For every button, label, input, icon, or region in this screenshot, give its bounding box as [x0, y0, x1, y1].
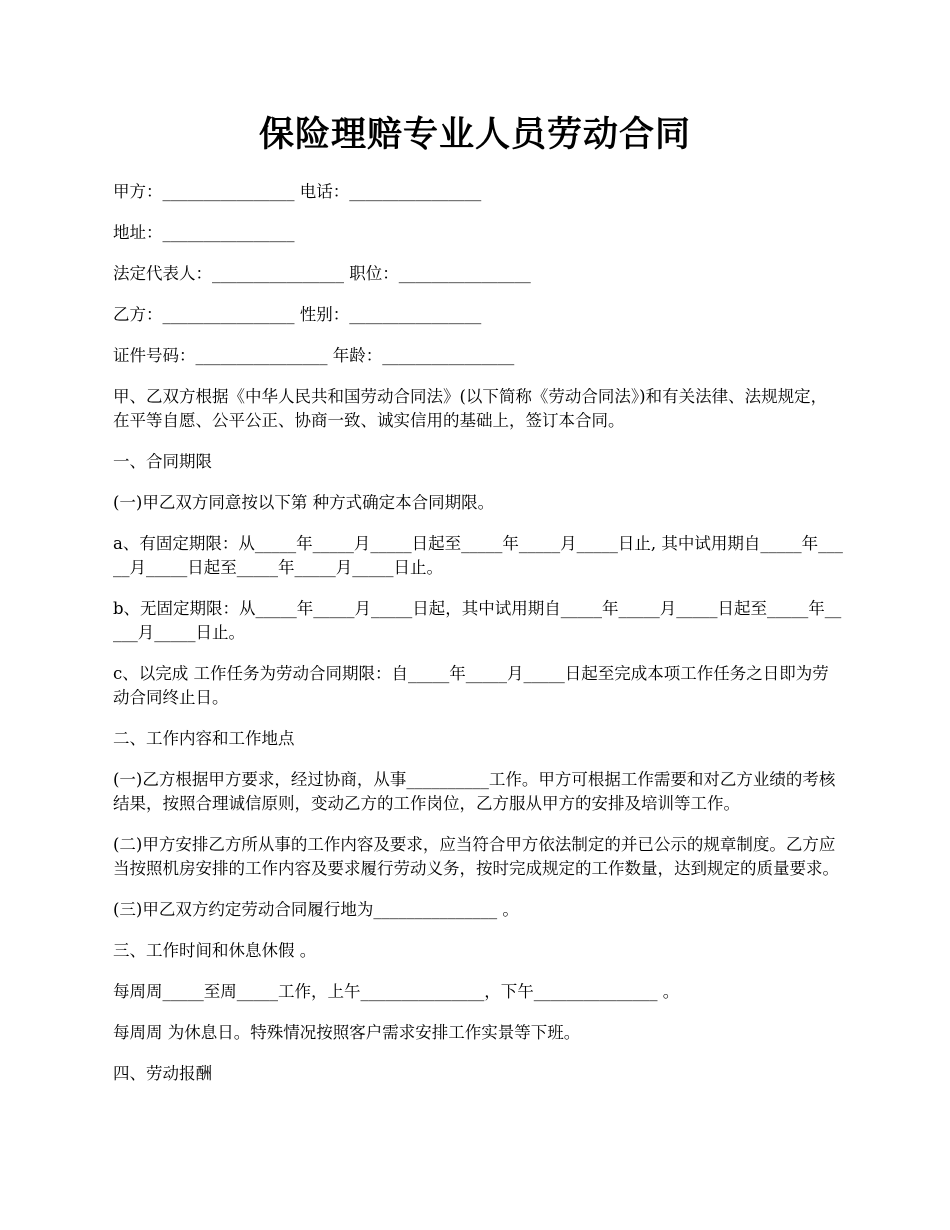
preamble-paragraph: 甲、乙双方根据《中华人民共和国劳动合同法》(以下简称《劳动合同法》)和有关法律、法规规定，在平等自愿、公平公正、协商一致、诚实信用的基础上，签订本合同。	[113, 387, 828, 430]
hours-clause-2: 每周周 为休息日。特殊情况按照客户需求安排工作实景等下班。	[113, 1023, 581, 1042]
legal-representative-line: 法定代表人：________________ 职位：________________	[113, 264, 531, 283]
section-heading-work: 二、工作内容和工作地点	[113, 729, 295, 748]
work-clause-3: (三)甲乙双方约定劳动合同履行地为_______________ 。	[113, 900, 519, 919]
document-title: 保险理赔专业人员劳动合同	[258, 114, 691, 155]
work-clause-2: (二)甲方安排乙方所从事的工作内容及要求，应当符合甲方依法制定的并已公示的规章制度。乙方应当按照机房安排的工作内容及要求履行劳动义务，按时完成规定的工作数量，达到规定的质量要求。	[113, 835, 839, 878]
document-body	[113, 180, 843, 1103]
id-number-line: 证件号码：________________ 年龄：________________	[113, 346, 515, 365]
term-option-a: a、有固定期限：从_____年_____月_____日起至_____年_____月_____日止, 其中试用期自_____年_____月_____日起至_____年_____月_____日止。	[113, 534, 843, 577]
term-option-c: c、以完成 工作任务为劳动合同期限：自_____年_____月_____日起至完成本项工作任务之日即为劳动合同终止日。	[113, 664, 829, 707]
term-clause-1: (一)甲乙双方同意按以下第 种方式确定本合同期限。	[113, 493, 495, 512]
party-a-line: 甲方：________________ 电话：________________	[113, 182, 482, 201]
section-heading-pay: 四、劳动报酬	[113, 1064, 212, 1083]
work-clause-1: (一)乙方根据甲方要求，经过协商，从事__________工作。甲方可根据工作需要和对乙方业绩的考核结果，按照合理诚信原则，变动乙方的工作岗位，乙方服从甲方的安排及培训等工作。	[113, 770, 836, 813]
party-b-line: 乙方：________________ 性别：________________	[113, 305, 482, 324]
section-heading-term: 一、合同期限	[113, 452, 212, 471]
hours-clause-1: 每周周_____至周_____工作，上午_______________，下午_______________ 。	[113, 982, 680, 1001]
section-heading-hours: 三、工作时间和休息休假 。	[113, 941, 317, 960]
term-option-b: b、无固定期限：从_____年_____月_____日起，其中试用期自_____年_____月_____日起至_____年_____月_____日止。	[113, 599, 842, 642]
address-line: 地址：________________	[113, 223, 295, 242]
